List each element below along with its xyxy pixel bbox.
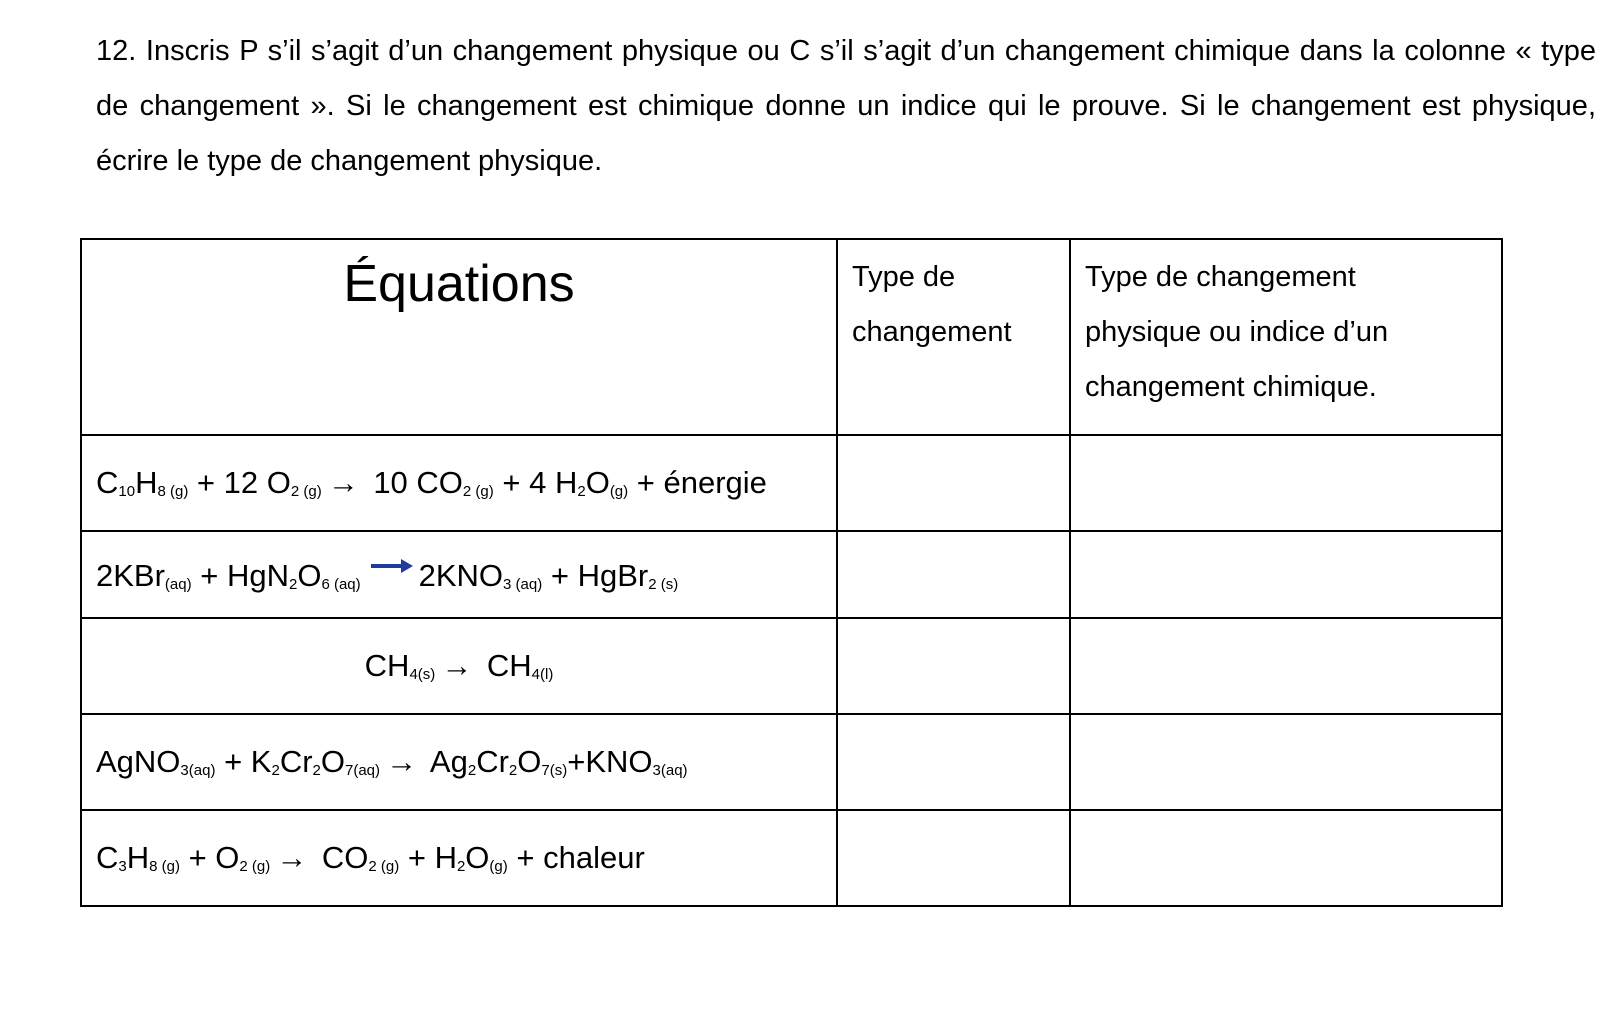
eq-part: O xyxy=(297,557,322,593)
eq-sub: 2 xyxy=(288,575,298,593)
eq-sub: 7(s) xyxy=(541,762,568,779)
eq-sub: 2 xyxy=(508,762,518,779)
eq-sub: 3 xyxy=(118,858,127,875)
eq-sub: 2 (g) xyxy=(290,483,322,500)
header-indice xyxy=(1070,239,1502,435)
reaction-arrow-icon: → xyxy=(386,744,418,779)
eq-part: CH xyxy=(364,648,410,683)
eq-sub: 2 (g) xyxy=(462,483,494,500)
eq-part: AgNO xyxy=(96,744,181,779)
type-answer-cell[interactable] xyxy=(837,435,1070,531)
eq-part: O xyxy=(517,744,542,779)
eq-part: CO xyxy=(313,840,369,875)
eq-part: C xyxy=(96,840,119,875)
header-type-de-changement xyxy=(837,239,1070,435)
header-type-line1: Type de xyxy=(852,261,956,293)
eq-part: Ag xyxy=(423,744,468,779)
eq-part: CH xyxy=(478,648,532,683)
equation-cell xyxy=(81,714,837,810)
eq-sub: (g) xyxy=(609,483,629,500)
eq-sub: 4(s) xyxy=(409,666,436,683)
indice-answer-cell[interactable] xyxy=(1070,618,1502,714)
eq-part: C xyxy=(96,465,119,500)
eq-sub: 2 xyxy=(467,762,477,779)
eq-part: + 4 H xyxy=(493,465,578,500)
eq-sub: 2 xyxy=(312,762,321,779)
eq-part: Cr xyxy=(279,744,313,779)
table-row xyxy=(81,714,1502,810)
eq-sub: 10 xyxy=(118,483,136,500)
type-answer-cell[interactable] xyxy=(837,618,1070,714)
type-answer-cell[interactable] xyxy=(837,714,1070,810)
eq-part: +KNO xyxy=(567,744,653,779)
eq-part: 2KNO xyxy=(418,557,504,593)
type-answer-cell[interactable] xyxy=(837,810,1070,906)
reaction-arrow-icon: → xyxy=(276,840,308,875)
eq-part: O xyxy=(465,840,490,875)
table-row xyxy=(81,531,1502,618)
eq-sub: 3(aq) xyxy=(180,762,216,779)
header-type-line2: changement xyxy=(852,316,1012,348)
eq-part: + K xyxy=(215,744,272,779)
eq-sub: 4(l) xyxy=(531,666,554,683)
equation-cell xyxy=(81,531,837,618)
equation-cell xyxy=(81,810,837,906)
eq-part: Cr xyxy=(476,744,509,779)
eq-part: + HgN xyxy=(191,557,289,593)
equation-cell xyxy=(81,435,837,531)
eq-part: O xyxy=(320,744,345,779)
table-row xyxy=(81,618,1502,714)
blue-arrow-icon xyxy=(371,556,413,576)
exercise-table xyxy=(80,238,1503,907)
eq-sub: 6 (aq) xyxy=(321,575,361,593)
eq-sub: (g) xyxy=(489,858,508,875)
indice-answer-cell[interactable] xyxy=(1070,435,1502,531)
table-row xyxy=(81,435,1502,531)
type-answer-cell[interactable] xyxy=(837,531,1070,618)
eq-sub: 2 xyxy=(271,762,280,779)
header-indice-line2: physique ou indice d’un xyxy=(1085,316,1389,348)
eq-sub: (aq) xyxy=(164,575,192,593)
eq-sub: 2 xyxy=(456,858,466,875)
eq-sub: 2 (s) xyxy=(648,575,679,593)
header-indice-line1: Type de changement xyxy=(1085,261,1356,293)
eq-part: + O xyxy=(179,840,240,875)
table-row xyxy=(81,810,1502,906)
eq-part: O xyxy=(585,465,610,500)
eq-sub: 8 (g) xyxy=(157,483,189,500)
eq-part: + HgBr xyxy=(542,557,649,593)
eq-part: + H xyxy=(399,840,457,875)
eq-part: + chaleur xyxy=(507,840,645,875)
exercise-instructions: 12. Inscris P s’il s’agit d’un changement physique ou C s’il s’agit d’un changement chimique dans la colonne « type de changement ». Si le changement est chimique donne un indice qui le prouve. Si le changement est physique, écrire le type de changement physique. xyxy=(96,35,1596,177)
eq-part: H xyxy=(135,465,158,500)
eq-sub: 2 xyxy=(577,483,586,500)
eq-part: 10 CO xyxy=(364,465,463,500)
eq-part: + énergie xyxy=(628,465,767,500)
eq-part: 2KBr xyxy=(96,557,165,593)
equation-cell xyxy=(81,618,837,714)
eq-sub: 2 (g) xyxy=(239,858,271,875)
indice-answer-cell[interactable] xyxy=(1070,714,1502,810)
eq-sub: 3(aq) xyxy=(652,762,688,779)
eq-sub: 3 (aq) xyxy=(503,575,543,593)
indice-answer-cell[interactable] xyxy=(1070,531,1502,618)
eq-sub: 8 (g) xyxy=(149,858,180,875)
table-header-row xyxy=(81,239,1502,435)
indice-answer-cell[interactable] xyxy=(1070,810,1502,906)
eq-sub: 2 (g) xyxy=(368,858,400,875)
reaction-arrow-icon: → xyxy=(441,648,473,683)
eq-part: + 12 O xyxy=(188,465,291,500)
eq-part: H xyxy=(126,840,150,875)
header-indice-line3: changement chimique. xyxy=(1085,371,1377,403)
header-equations: Équations xyxy=(81,239,837,435)
eq-sub: 7(aq) xyxy=(345,762,381,779)
reaction-arrow-icon: → xyxy=(327,465,359,500)
